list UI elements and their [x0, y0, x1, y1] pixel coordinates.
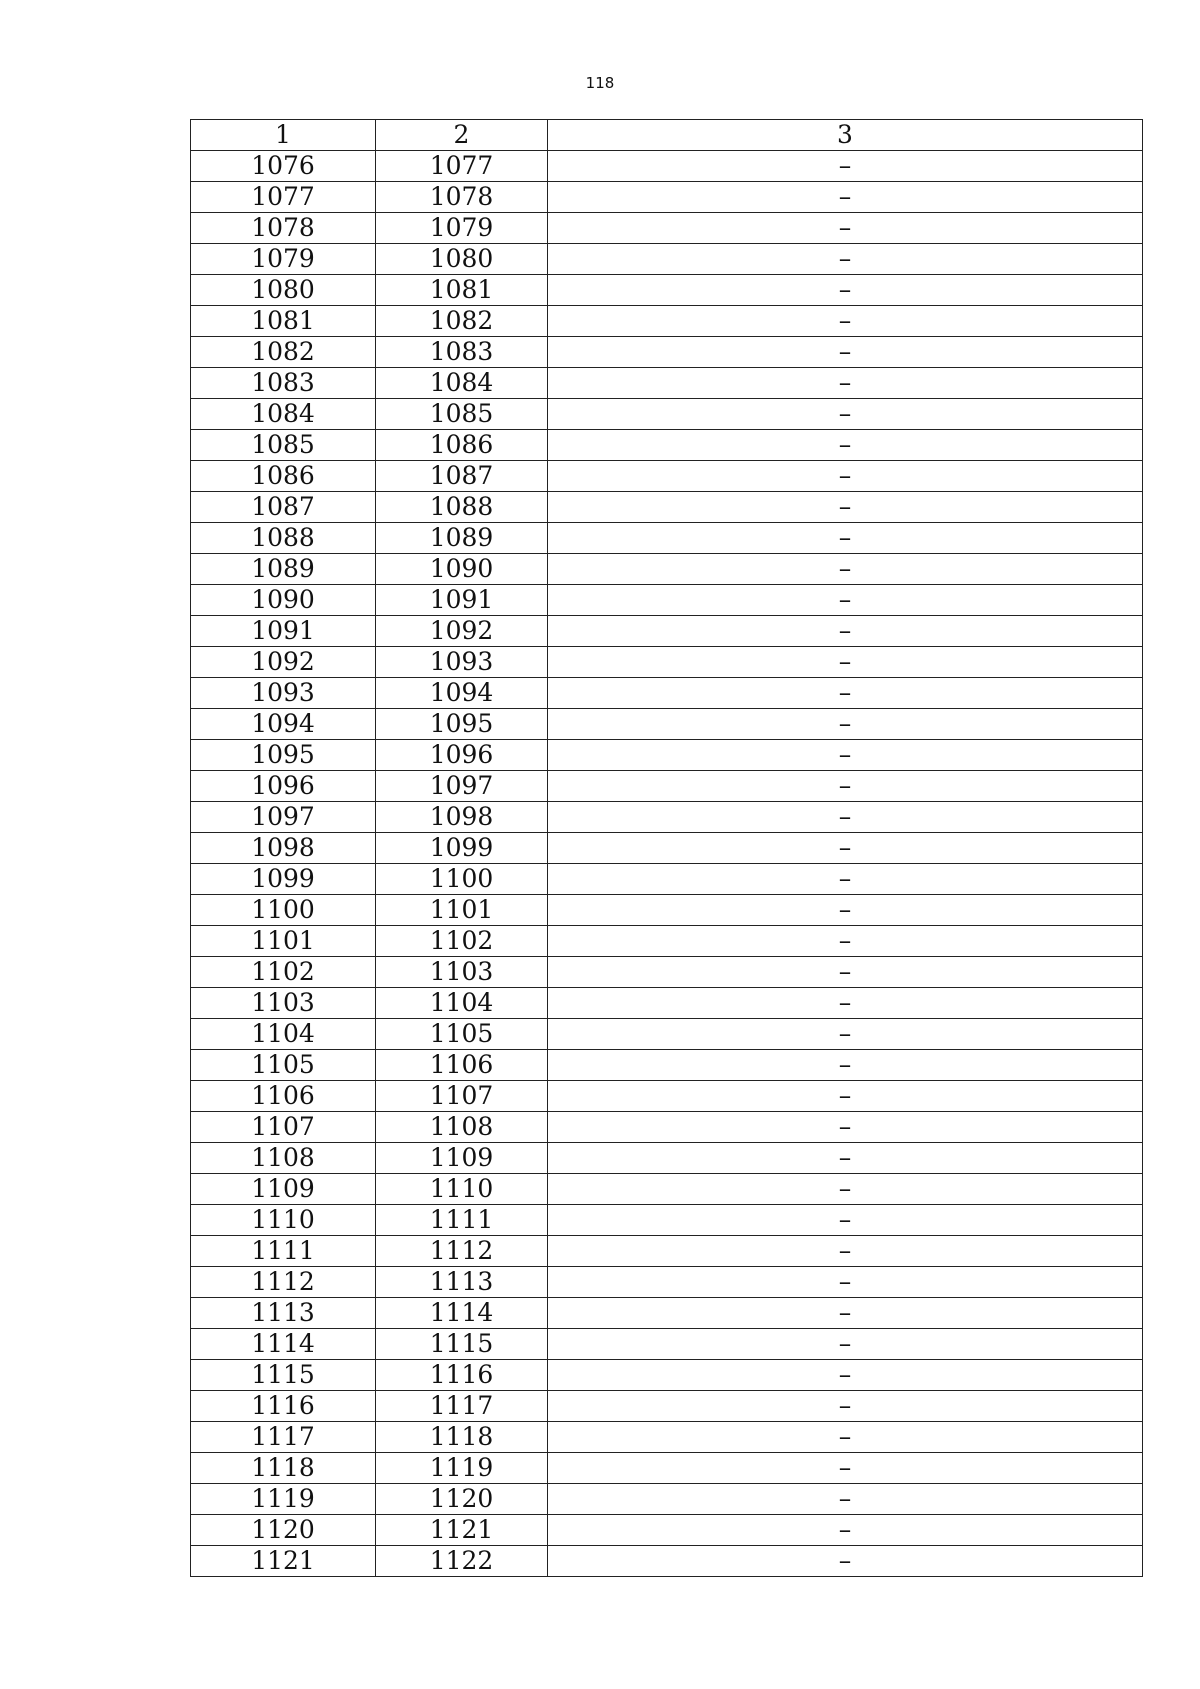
table-cell-col-1: 1102 — [191, 957, 376, 988]
table-cell-col-3: – — [548, 1174, 1143, 1205]
table-cell-col-1: 1083 — [191, 368, 376, 399]
table-cell-col-2: 1104 — [376, 988, 548, 1019]
table-cell-col-1: 1089 — [191, 554, 376, 585]
table-cell-col-3: – — [548, 1329, 1143, 1360]
table-cell-col-1: 1086 — [191, 461, 376, 492]
table-cell-col-2: 1091 — [376, 585, 548, 616]
table-cell-col-2: 1120 — [376, 1484, 548, 1515]
table-cell-col-1: 1108 — [191, 1143, 376, 1174]
table-cell-col-2: 1078 — [376, 182, 548, 213]
table-cell-col-2: 1121 — [376, 1515, 548, 1546]
table-cell-col-2: 1084 — [376, 368, 548, 399]
table-cell-col-1: 1092 — [191, 647, 376, 678]
table-cell-col-3: – — [548, 1298, 1143, 1329]
table-cell-col-2: 1110 — [376, 1174, 548, 1205]
table-row — [191, 1484, 1143, 1515]
table-cell-col-2: 1102 — [376, 926, 548, 957]
table-row — [191, 368, 1143, 399]
table-cell-col-2: 1089 — [376, 523, 548, 554]
table-cell-col-3: – — [548, 585, 1143, 616]
table-cell-col-3: – — [548, 1484, 1143, 1515]
table-cell-col-1: 1110 — [191, 1205, 376, 1236]
table-cell-col-3: – — [548, 399, 1143, 430]
table-cell-col-2: 1118 — [376, 1422, 548, 1453]
table-cell-col-3: – — [548, 430, 1143, 461]
table-row — [191, 306, 1143, 337]
table-cell-col-2: 1096 — [376, 740, 548, 771]
table-cell-col-2: 1108 — [376, 1112, 548, 1143]
table-cell-col-1: 1090 — [191, 585, 376, 616]
table-cell-col-2: 1105 — [376, 1019, 548, 1050]
column-header-3: 3 — [548, 120, 1143, 151]
table-cell-col-1: 1093 — [191, 678, 376, 709]
table-cell-col-3: – — [548, 1391, 1143, 1422]
table-cell-col-2: 1083 — [376, 337, 548, 368]
table-cell-col-3: – — [548, 709, 1143, 740]
table-cell-col-3: – — [548, 337, 1143, 368]
table-cell-col-1: 1085 — [191, 430, 376, 461]
table-cell-col-1: 1080 — [191, 275, 376, 306]
table-row — [191, 864, 1143, 895]
table-cell-col-3: – — [548, 1019, 1143, 1050]
table-cell-col-1: 1097 — [191, 802, 376, 833]
table-cell-col-1: 1084 — [191, 399, 376, 430]
table-cell-col-1: 1101 — [191, 926, 376, 957]
table-cell-col-2: 1090 — [376, 554, 548, 585]
table-cell-col-3: – — [548, 306, 1143, 337]
table-cell-col-3: – — [548, 740, 1143, 771]
table-row — [191, 895, 1143, 926]
table-cell-col-2: 1115 — [376, 1329, 548, 1360]
table-cell-col-3: – — [548, 244, 1143, 275]
table-cell-col-1: 1114 — [191, 1329, 376, 1360]
table-row — [191, 430, 1143, 461]
table-cell-col-1: 1078 — [191, 213, 376, 244]
table-cell-col-2: 1122 — [376, 1546, 548, 1577]
table-cell-col-3: – — [548, 957, 1143, 988]
table-cell-col-3: – — [548, 771, 1143, 802]
table-cell-col-3: – — [548, 1112, 1143, 1143]
table-cell-col-1: 1079 — [191, 244, 376, 275]
table-cell-col-2: 1114 — [376, 1298, 548, 1329]
table-cell-col-1: 1087 — [191, 492, 376, 523]
table-row — [191, 1019, 1143, 1050]
table-cell-col-1: 1118 — [191, 1453, 376, 1484]
table-cell-col-3: – — [548, 926, 1143, 957]
table-row — [191, 1143, 1143, 1174]
table-cell-col-3: – — [548, 1453, 1143, 1484]
table-cell-col-3: – — [548, 461, 1143, 492]
table-row — [191, 244, 1143, 275]
table-row — [191, 1298, 1143, 1329]
table-row — [191, 1236, 1143, 1267]
table-cell-col-2: 1077 — [376, 151, 548, 182]
table-row — [191, 151, 1143, 182]
table-cell-col-2: 1092 — [376, 616, 548, 647]
table-row — [191, 1391, 1143, 1422]
table-cell-col-3: – — [548, 1081, 1143, 1112]
table-cell-col-2: 1103 — [376, 957, 548, 988]
table-cell-col-1: 1088 — [191, 523, 376, 554]
table-cell-col-1: 1077 — [191, 182, 376, 213]
table-cell-col-1: 1120 — [191, 1515, 376, 1546]
table-cell-col-2: 1098 — [376, 802, 548, 833]
table-row — [191, 1081, 1143, 1112]
table-row — [191, 802, 1143, 833]
table-row — [191, 771, 1143, 802]
table-cell-col-2: 1107 — [376, 1081, 548, 1112]
table-cell-col-3: – — [548, 864, 1143, 895]
table-cell-col-1: 1081 — [191, 306, 376, 337]
table-row — [191, 1112, 1143, 1143]
table-cell-col-2: 1111 — [376, 1205, 548, 1236]
table-cell-col-2: 1119 — [376, 1453, 548, 1484]
table-cell-col-2: 1109 — [376, 1143, 548, 1174]
table-cell-col-2: 1112 — [376, 1236, 548, 1267]
table-cell-col-2: 1094 — [376, 678, 548, 709]
table-cell-col-1: 1076 — [191, 151, 376, 182]
table-cell-col-1: 1112 — [191, 1267, 376, 1298]
table-cell-col-1: 1111 — [191, 1236, 376, 1267]
table-cell-col-1: 1094 — [191, 709, 376, 740]
table-cell-col-1: 1115 — [191, 1360, 376, 1391]
table-cell-col-3: – — [548, 151, 1143, 182]
table-row — [191, 182, 1143, 213]
column-header-1: 1 — [191, 120, 376, 151]
table-row — [191, 585, 1143, 616]
table-cell-col-2: 1106 — [376, 1050, 548, 1081]
table-row — [191, 1174, 1143, 1205]
table-cell-col-2: 1082 — [376, 306, 548, 337]
table-body — [191, 151, 1143, 1577]
table-cell-col-3: – — [548, 988, 1143, 1019]
table-cell-col-3: – — [548, 616, 1143, 647]
table-cell-col-3: – — [548, 275, 1143, 306]
table-cell-col-3: – — [548, 492, 1143, 523]
table-cell-col-1: 1104 — [191, 1019, 376, 1050]
table-cell-col-3: – — [548, 554, 1143, 585]
table-cell-col-2: 1101 — [376, 895, 548, 926]
table-row — [191, 740, 1143, 771]
table-cell-col-1: 1100 — [191, 895, 376, 926]
table-cell-col-1: 1099 — [191, 864, 376, 895]
table-cell-col-2: 1095 — [376, 709, 548, 740]
table-row — [191, 554, 1143, 585]
table-row — [191, 1267, 1143, 1298]
table-cell-col-2: 1085 — [376, 399, 548, 430]
table-row — [191, 833, 1143, 864]
data-table — [190, 119, 1143, 1577]
table-cell-col-3: – — [548, 1360, 1143, 1391]
table-cell-col-3: – — [548, 1422, 1143, 1453]
table-cell-col-2: 1116 — [376, 1360, 548, 1391]
table-row — [191, 647, 1143, 678]
table-row — [191, 616, 1143, 647]
table-cell-col-3: – — [548, 647, 1143, 678]
table-cell-col-2: 1087 — [376, 461, 548, 492]
table-cell-col-1: 1117 — [191, 1422, 376, 1453]
table-cell-col-3: – — [548, 1546, 1143, 1577]
table-cell-col-3: – — [548, 833, 1143, 864]
table-cell-col-3: – — [548, 1205, 1143, 1236]
table-row — [191, 1546, 1143, 1577]
table-cell-col-1: 1105 — [191, 1050, 376, 1081]
table-header — [191, 120, 1143, 151]
table-row — [191, 926, 1143, 957]
column-header-2: 2 — [376, 120, 548, 151]
table-cell-col-1: 1106 — [191, 1081, 376, 1112]
table-cell-col-3: – — [548, 1515, 1143, 1546]
table-cell-col-1: 1096 — [191, 771, 376, 802]
table-row — [191, 523, 1143, 554]
table-cell-col-1: 1095 — [191, 740, 376, 771]
table-row — [191, 461, 1143, 492]
table-row — [191, 337, 1143, 368]
table-cell-col-3: – — [548, 802, 1143, 833]
table-cell-col-2: 1117 — [376, 1391, 548, 1422]
table-cell-col-3: – — [548, 368, 1143, 399]
table-row — [191, 678, 1143, 709]
table-cell-col-3: – — [548, 895, 1143, 926]
table-cell-col-2: 1093 — [376, 647, 548, 678]
table-row — [191, 275, 1143, 306]
table-cell-col-2: 1099 — [376, 833, 548, 864]
table-row — [191, 957, 1143, 988]
table-cell-col-2: 1113 — [376, 1267, 548, 1298]
table-cell-col-1: 1113 — [191, 1298, 376, 1329]
table-cell-col-2: 1080 — [376, 244, 548, 275]
page-number: 118 — [585, 74, 615, 92]
table-row — [191, 1422, 1143, 1453]
table-row — [191, 1050, 1143, 1081]
table-cell-col-1: 1119 — [191, 1484, 376, 1515]
table-row — [191, 492, 1143, 523]
table-row — [191, 399, 1143, 430]
table-row — [191, 1515, 1143, 1546]
header-row — [191, 120, 1143, 151]
table-cell-col-1: 1091 — [191, 616, 376, 647]
table-cell-col-1: 1116 — [191, 1391, 376, 1422]
table-cell-col-1: 1098 — [191, 833, 376, 864]
table-cell-col-2: 1097 — [376, 771, 548, 802]
table-cell-col-3: – — [548, 1143, 1143, 1174]
table-row — [191, 709, 1143, 740]
table-cell-col-1: 1082 — [191, 337, 376, 368]
table-row — [191, 1329, 1143, 1360]
table-row — [191, 1205, 1143, 1236]
table-cell-col-3: – — [548, 1267, 1143, 1298]
table-cell-col-1: 1109 — [191, 1174, 376, 1205]
table-cell-col-3: – — [548, 182, 1143, 213]
table-cell-col-2: 1079 — [376, 213, 548, 244]
table-row — [191, 1453, 1143, 1484]
table-cell-col-2: 1086 — [376, 430, 548, 461]
table-cell-col-2: 1100 — [376, 864, 548, 895]
table-cell-col-2: 1081 — [376, 275, 548, 306]
table-row — [191, 988, 1143, 1019]
table-cell-col-1: 1103 — [191, 988, 376, 1019]
table-row — [191, 213, 1143, 244]
table-cell-col-3: – — [548, 1050, 1143, 1081]
table-cell-col-3: – — [548, 678, 1143, 709]
table-cell-col-1: 1107 — [191, 1112, 376, 1143]
table-cell-col-3: – — [548, 1236, 1143, 1267]
table-row — [191, 1360, 1143, 1391]
table-cell-col-3: – — [548, 523, 1143, 554]
table-cell-col-1: 1121 — [191, 1546, 376, 1577]
table-cell-col-2: 1088 — [376, 492, 548, 523]
table-cell-col-3: – — [548, 213, 1143, 244]
